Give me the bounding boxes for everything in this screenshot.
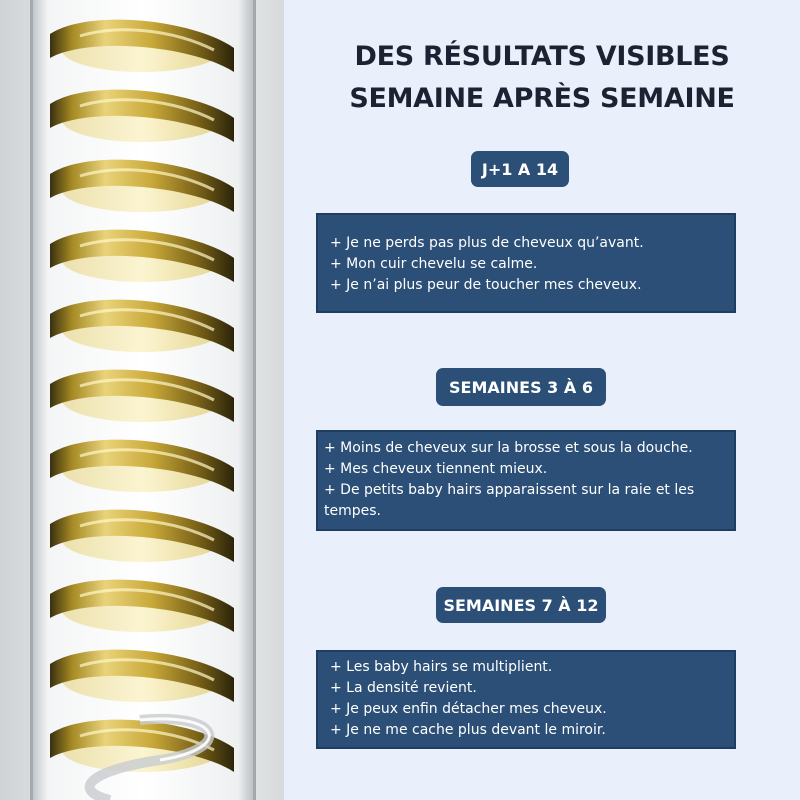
list-item: + De petits baby hairs apparaissent sur la raie et les tempes. — [324, 482, 695, 519]
list-item: + La densité revient. — [330, 680, 477, 696]
page-title — [284, 36, 800, 120]
list-item: + Mes cheveux tiennent mieux. — [324, 461, 548, 477]
list-item: + Je n’ai plus peur de toucher mes cheveux. — [330, 277, 642, 293]
list-item: + Je ne me cache plus devant le miroir. — [330, 722, 606, 738]
title-line-2: SEMAINE APRÈS SEMAINE — [349, 83, 735, 114]
list-item: + Les baby hairs se multiplient. — [330, 659, 553, 675]
phase-badge-weeks-3-6: SEMAINES 3 À 6 — [436, 368, 606, 406]
list-item: + Je peux enfin détacher mes cheveux. — [330, 701, 607, 717]
phase-badge-weeks-7-12: SEMAINES 7 À 12 — [436, 587, 606, 623]
list-item: + Moins de cheveux sur la brosse et sous la douche. — [324, 440, 693, 456]
product-photo — [0, 0, 284, 800]
phase-box-weeks-3-6 — [316, 430, 736, 531]
title-line-1: DES RÉSULTATS VISIBLES — [354, 41, 730, 72]
list-item: + Je ne perds pas plus de cheveux qu’avant. — [330, 235, 644, 251]
spiral-tube-illustration — [0, 0, 284, 800]
phase-box-weeks-7-12 — [316, 650, 736, 749]
phase-badge-days-1-14: J+1 A 14 — [471, 151, 569, 187]
phase-box-days-1-14 — [316, 213, 736, 313]
list-item: + Mon cuir chevelu se calme. — [330, 256, 538, 272]
